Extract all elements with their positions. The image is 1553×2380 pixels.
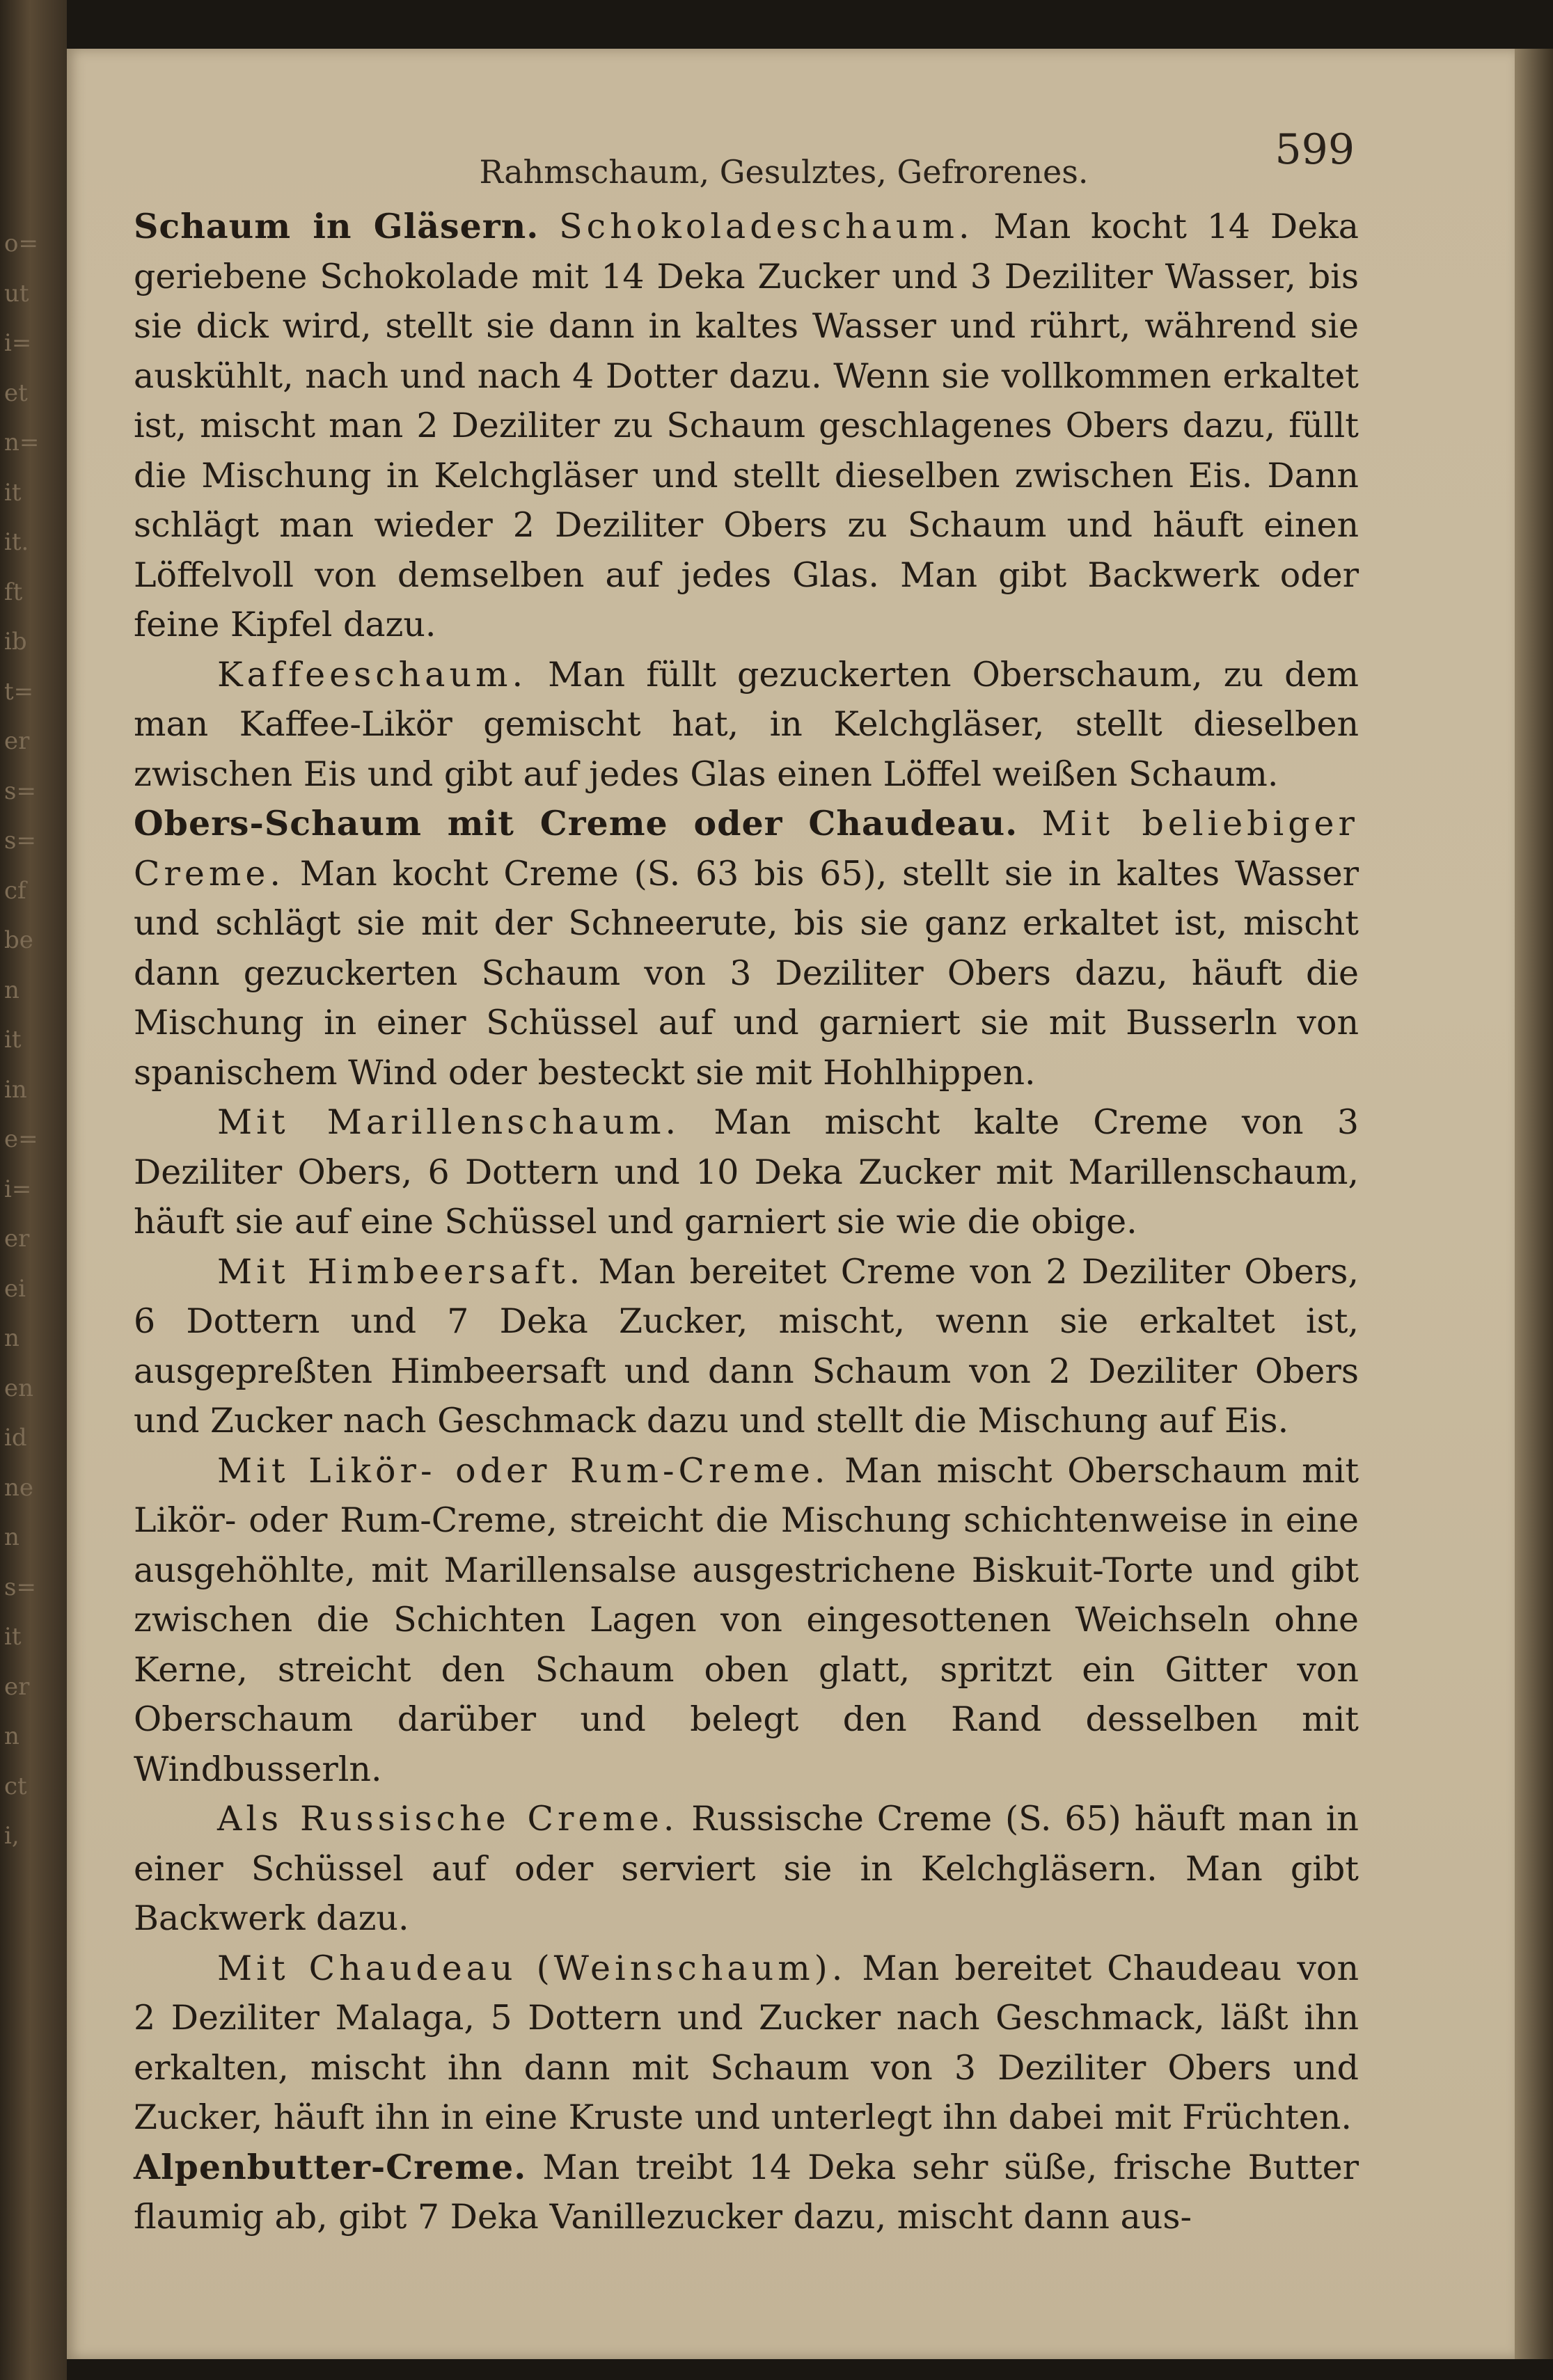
previous-page-fragment: n <box>4 1722 19 1750</box>
paragraph-text: Man füllt gezuckerten Oberschaum, zu dem man Kaffee-Likör gemischt hat, in Kelchgläser, stellt dieselben zwischen Eis und gibt auf jedes Glas einen Löffel weißen Schaum. <box>134 654 1359 794</box>
previous-page-fragment: et <box>4 379 28 407</box>
previous-page-fragment: s= <box>4 827 36 855</box>
paragraph <box>134 650 1359 800</box>
recipe-subheading: Schokoladeschaum. <box>559 207 974 246</box>
paragraph-text: Man treibt 14 Deka sehr süße, frische Butter flaumig ab, gibt 7 Deka Vanillezucker dazu, mischt dann aus- <box>134 2147 1359 2237</box>
recipe-subheading: Als Russische Creme. <box>217 1799 679 1839</box>
paragraph-text: Man mischt kalte Creme von 3 Deziliter Obers, 6 Dottern und 10 Deka Zucker mit Marillenschaum, häuft sie auf eine Schüssel und garniert sie wie die obige. <box>134 1102 1359 1241</box>
recipe-subheading: Mit Marillenschaum. <box>217 1102 681 1142</box>
previous-page-fragment: i, <box>4 1822 19 1850</box>
previous-page-fragment: it <box>4 1623 22 1651</box>
previous-page-fragment: i= <box>4 329 32 357</box>
previous-page-fragment: n <box>4 976 19 1004</box>
previous-page-fragment: n= <box>4 429 40 457</box>
previous-page-fragment: ut <box>4 279 29 308</box>
paragraph <box>134 799 1359 1097</box>
previous-page-fragment: ib <box>4 628 27 656</box>
previous-page-fragment: be <box>4 926 33 954</box>
previous-page-fragment: s= <box>4 777 36 805</box>
paragraph <box>134 1446 1359 1795</box>
previous-page-fragment: o= <box>4 230 38 257</box>
previous-page-fragment: n <box>4 1523 19 1551</box>
recipe-subheading: Kaffeeschaum. <box>217 654 528 695</box>
paragraph <box>134 1097 1359 1247</box>
previous-page-fragment: in <box>4 1075 27 1104</box>
recipe-subheading: Mit Chaudeau (Weinschaum). <box>217 1948 847 1988</box>
previous-page-fragment: id <box>4 1424 27 1452</box>
paragraph <box>134 1794 1359 1944</box>
previous-page-fragment: it <box>4 1026 22 1054</box>
paragraph-text: Man kocht 14 Deka geriebene Schokolade mit 14 Deka Zucker und 3 Deziliter Wasser, bis sie dick wird, stellt sie dann in kaltes Wasser und rührt, während sie auskühlt, nach und nach 4 Dotter dazu. Wenn sie vollkommen erkaltet ist, mischt man 2 Deziliter zu Schaum geschlagenes Obers dazu, füllt die Mischung in Kelchgläser und stellt dieselben zwischen Eis. Dann schlägt man wieder 2 Deziliter Obers zu Schaum und häuft einen Löffelvoll von demselben auf jedes Glas. Man gibt Backwerk oder feine Kipfel dazu. <box>134 207 1359 644</box>
previous-page-fragment: it. <box>4 528 29 556</box>
previous-page-fragment: ct <box>4 1772 27 1800</box>
section-heading: Obers-Schaum mit Creme oder Chaudeau. <box>134 803 1018 843</box>
previous-page-fragment: ne <box>4 1473 34 1502</box>
paragraph <box>134 202 1359 650</box>
paragraph-text: Man kocht Creme (S. 63 bis 65), stellt sie in kaltes Wasser und schlägt sie mit der Schneerute, bis sie ganz erkaltet ist, mischt dann gezuckerten Schaum von 3 Deziliter Obers dazu, häuft die Mischung in einer Schüssel auf und garniert sie mit Busserln von spanischem Wind oder besteckt sie mit Hohlhippen. <box>134 853 1359 1093</box>
previous-page-fragment: i= <box>4 1175 32 1203</box>
previous-page-fragment: s= <box>4 1573 36 1601</box>
recipe-subheading: Mit Himbeersaft. <box>217 1251 585 1292</box>
running-title: Rahmschaum, Gesulztes, Gefrorenes. <box>479 153 1089 191</box>
page-stack-edge <box>1515 49 1553 2359</box>
previous-page-fragment: n <box>4 1324 19 1352</box>
previous-page-fragment: er <box>4 1672 30 1701</box>
book-page <box>67 49 1515 2359</box>
paragraph-text: Man bereitet Chaudeau von 2 Deziliter Malaga, 5 Dottern und Zucker nach Geschmack, läßt ihn erkalten, mischt ihn dann mit Schaum von 3 Deziliter Obers und Zucker, häuft ihn in eine Kruste und unterlegt ihn dabei mit Früchten. <box>134 1948 1359 2137</box>
previous-page-edge <box>0 0 67 2380</box>
body-text <box>134 202 1359 2242</box>
section-heading: Schaum in Gläsern. <box>134 206 539 246</box>
paragraph <box>134 1944 1359 2143</box>
previous-page-fragment: ei <box>4 1274 26 1303</box>
paragraph-text: Man bereitet Creme von 2 Deziliter Obers, 6 Dottern und 7 Deka Zucker, mischt, wenn sie erkaltet ist, ausgepreßten Himbeersaft und dann Schaum von 2 Deziliter Obers und Zucker nach Geschmack dazu und stellt die Mischung auf Eis. <box>134 1251 1359 1441</box>
paragraph <box>134 2143 1359 2242</box>
previous-page-fragment: t= <box>4 677 34 706</box>
previous-page-fragment: it <box>4 478 22 507</box>
section-heading: Alpenbutter-Creme. <box>134 2146 527 2187</box>
paragraph-text: Russische Creme (S. 65) häuft man in einer Schüssel auf oder serviert sie in Kelchgläsern. Man gibt Backwerk dazu. <box>134 1799 1359 1938</box>
paragraph <box>134 1247 1359 1446</box>
previous-page-fragment: ft <box>4 578 23 606</box>
page-number: 599 <box>1275 125 1355 174</box>
page-header <box>67 125 1515 191</box>
paragraph-text: Man mischt Oberschaum mit Likör- oder Rum-Creme, streicht die Mischung schichtenweise in eine ausgehöhlte, mit Marillensalse ausgestrichene Biskuit-Torte und gibt zwischen die Schichten Lagen von eingesottenen Weichseln ohne Kerne, streicht den Schaum oben glatt, spritzt ein Gitter von Oberschaum darüber und belegt den Rand desselben mit Windbusserln. <box>134 1450 1359 1789</box>
previous-page-fragment: er <box>4 1225 30 1253</box>
previous-page-fragment: e= <box>4 1125 38 1153</box>
previous-page-fragment: en <box>4 1374 34 1402</box>
recipe-subheading: Mit beliebiger Creme. <box>134 804 1359 894</box>
previous-page-fragment: cf <box>4 876 26 905</box>
previous-page-fragment: er <box>4 727 30 755</box>
recipe-subheading: Mit Likör- oder Rum-Creme. <box>217 1450 830 1491</box>
